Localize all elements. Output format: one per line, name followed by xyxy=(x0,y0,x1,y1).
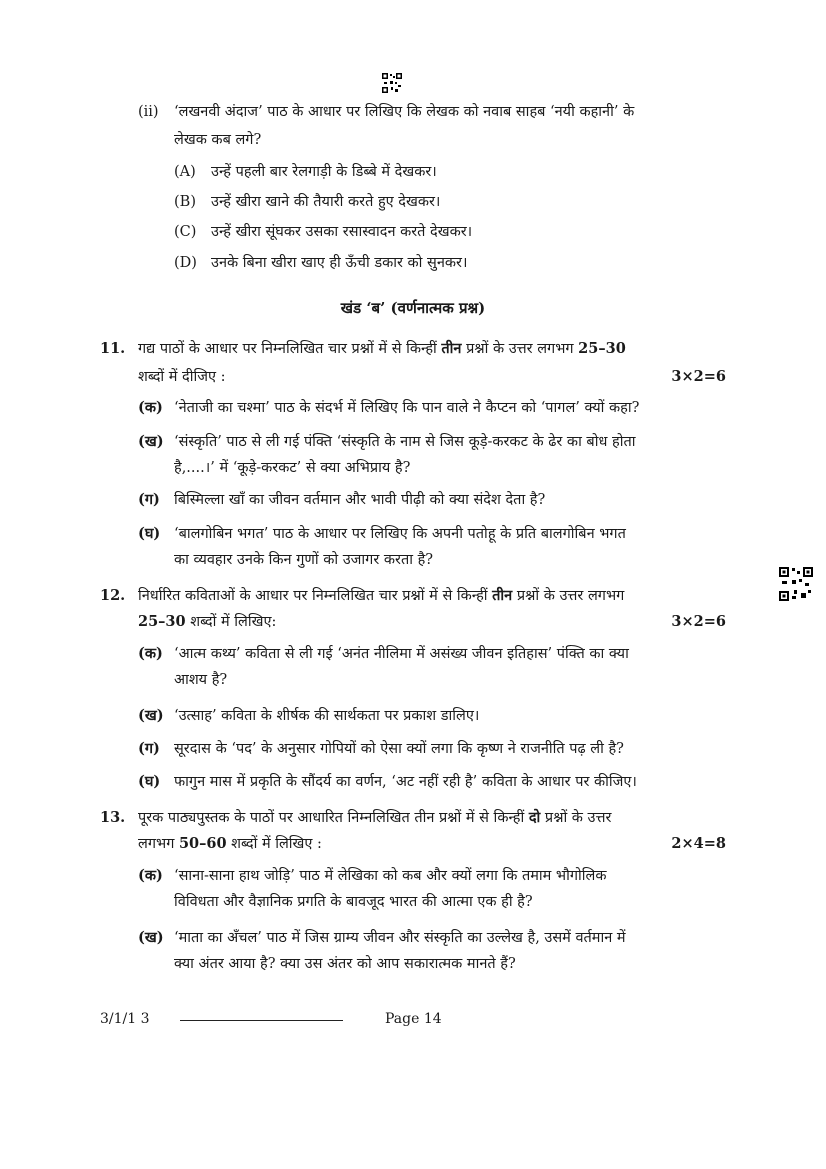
page-number: Page 14 xyxy=(385,1011,442,1027)
q13-part-kha-line1: ‘माता का अँचल’ पाठ में जिस ग्राम्य जीवन और संस्कृति का उल्लेख है, उसमें वर्तमान में xyxy=(174,930,626,946)
q11-part-gha-line2: का व्यवहार उनके किन गुणों को उजागर करता है? xyxy=(174,552,434,568)
q10ii-label: (ii) xyxy=(138,104,159,120)
q12-intro-bold: तीन xyxy=(492,587,513,604)
q11-part-kha-label: (ख) xyxy=(138,433,164,450)
q11-part-gha-line1: ‘बालगोबिन भगत’ पाठ के आधार पर लिखिए कि अपनी पतोहू के प्रति बालगोबिन भगत xyxy=(174,526,626,542)
q12-word-range: 25–30 xyxy=(138,613,186,630)
q12-part-kha-line1: ‘उत्साह’ कविता के शीर्षक की सार्थकता पर प्रकाश डालिए। xyxy=(174,708,480,724)
q13-intro-bold: दो xyxy=(528,809,541,826)
q10ii-option-d-text: उनके बिना खीरा खाए ही ऊँची डकार को सुनकर। xyxy=(211,255,468,271)
q10ii-option-a-label: (A) xyxy=(174,164,196,180)
q12-number: 12. xyxy=(100,587,126,604)
q12-part-ka-line2: आशय है? xyxy=(174,672,228,688)
q13-part-kha-label: (ख) xyxy=(138,929,164,946)
q12-intro-line1: निर्धारित कविताओं के आधार पर निम्नलिखित चार प्रश्नों में से किन्हीं तीन प्रश्नों के उत्तर लगभग xyxy=(138,587,625,604)
q12-part-gha-label: (घ) xyxy=(138,773,161,790)
q12-part-ga-label: (ग) xyxy=(138,740,160,757)
q13-part-ka-line2: विविधता और वैज्ञानिक प्रगति के बावजूद भारत की आत्मा एक ही है? xyxy=(174,894,533,910)
q12-part-ka-label: (क) xyxy=(138,645,163,662)
top-qr-code-icon xyxy=(381,72,403,94)
q11-part-ka-line1: ‘नेताजी का चश्मा’ पाठ के संदर्भ में लिखिए कि पान वाले ने कैप्टन को ‘पागल’ क्यों कहा? xyxy=(174,400,640,416)
q10ii-option-a-text: उन्हें पहली बार रेलगाड़ी के डिब्बे में देखकर। xyxy=(211,164,437,180)
q11-intro-line1: गद्य पाठों के आधार पर निम्नलिखित चार प्रश्नों में से किन्हीं तीन प्रश्नों के उत्तर लगभग 25–30 xyxy=(138,340,626,357)
q11-part-kha-line2: है,....।’ में ‘कूड़े-करकट’ से क्या अभिप्राय है? xyxy=(174,460,411,476)
q11-number: 11. xyxy=(100,340,126,357)
q10ii-option-c-text: उन्हें खीरा सूंघकर उसका रसास्वादन करते देखकर। xyxy=(211,224,473,240)
q13-intro-line1: पूरक पाठ्यपुस्तक के पाठों पर आधारित निम्नलिखित तीन प्रश्नों में से किन्हीं दो प्रश्नों के उत्तर xyxy=(138,809,612,826)
q11-part-gha-label: (घ) xyxy=(138,525,161,542)
q10ii-option-b-text: उन्हें खीरा खाने की तैयारी करते हुए देखकर। xyxy=(211,194,441,210)
q13-part-ka-label: (क) xyxy=(138,867,163,884)
footer-divider xyxy=(180,1020,343,1021)
q11-part-ka-label: (क) xyxy=(138,399,163,416)
q13-intro-line2: लगभग 50–60 शब्दों में लिखिए : xyxy=(138,835,322,852)
q12-part-gha-line1: फागुन मास में प्रकृति के सौंदर्य का वर्णन, ‘अट नहीं रही है’ कविता के आधार पर कीजिए। xyxy=(174,774,637,790)
q11-part-ga-line1: बिस्मिल्ला खाँ का जीवन वर्तमान और भावी पीढ़ी को क्या संदेश देता है? xyxy=(174,492,546,508)
q12-marks: 3×2=6 xyxy=(671,613,726,630)
q10ii-option-c-label: (C) xyxy=(174,224,197,240)
q13-word-range: 50–60 xyxy=(178,835,227,852)
q12-part-ka-line1: ‘आत्म कथ्य’ कविता से ली गई ‘अनंत नीलिमा में असंख्य जीवन इतिहास’ पंक्ति का क्या xyxy=(174,646,629,662)
q10ii-option-d-label: (D) xyxy=(174,255,197,271)
section-heading: खंड ‘ब’ (वर्णनात्मक प्रश्न) xyxy=(340,299,486,317)
q13-number: 13. xyxy=(100,809,126,826)
q13-part-ka-line1: ‘साना-साना हाथ जोड़ि’ पाठ में लेखिका को कब और क्यों लगा कि तमाम भौगोलिक xyxy=(174,868,607,884)
q11-marks: 3×2=6 xyxy=(671,368,726,385)
q11-part-kha-line1: ‘संस्कृति’ पाठ से ली गई पंक्ति ‘संस्कृति के नाम से जिस कूड़े-करकट के ढेर का बोध होता xyxy=(174,434,636,450)
side-qr-code-icon xyxy=(778,566,814,602)
q11-part-ga-label: (ग) xyxy=(138,491,160,508)
q11-intro-bold: तीन xyxy=(441,340,462,357)
q10ii-option-b-label: (B) xyxy=(174,194,196,210)
q10ii-text-line1: ‘लखनवी अंदाज’ पाठ के आधार पर लिखिए कि लेखक को नवाब साहब ‘नयी कहानी’ के xyxy=(174,104,635,120)
q13-marks: 2×4=8 xyxy=(671,835,726,852)
q11-word-range: 25–30 xyxy=(578,340,626,357)
q13-part-kha-line2: क्या अंतर आया है? क्या उस अंतर को आप सकारात्मक मानते हैं? xyxy=(174,956,516,972)
q12-part-kha-label: (ख) xyxy=(138,707,164,724)
q12-intro-line2: 25–30 शब्दों में लिखिए: xyxy=(138,613,277,630)
paper-code: 3/1/1 3 xyxy=(100,1011,150,1027)
q12-part-ga-line1: सूरदास के ‘पद’ के अनुसार गोपियों को ऐसा क्यों लगा कि कृष्ण ने राजनीति पढ़ ली है? xyxy=(174,741,624,757)
q10ii-text-line2: लेखक कब लगे? xyxy=(174,132,262,148)
q11-intro-line2: शब्दों में दीजिए : xyxy=(138,369,226,385)
